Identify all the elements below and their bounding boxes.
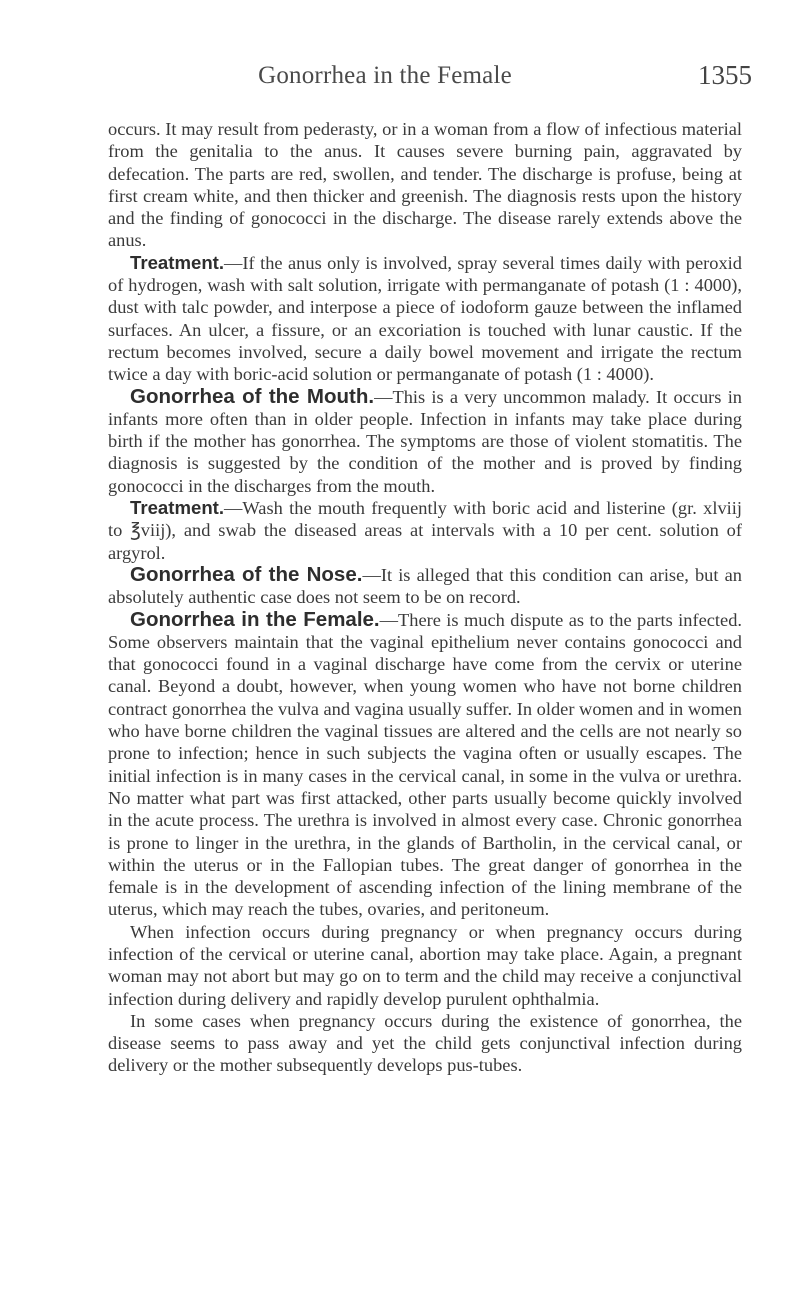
female-paragraph xyxy=(108,609,742,921)
running-title: Gonorrhea in the Female xyxy=(258,62,512,89)
mouth-heading: Mouth. xyxy=(306,384,375,408)
treatment-anus-paragraph xyxy=(108,252,742,386)
nose-heading-prefix: Gonorrhea of the xyxy=(130,562,307,586)
female-text: —There is much dispute as to the parts infected. Some observers maintain that the vaginal epithelium never contains gonococci and that gonococci found in a vaginal discharge have come from the cervix or uterine canal. Beyond a doubt, however, when young women who have not borne children contract gonorrhea the vulva and vagina usually suffer. In older women and in women who have borne children the vaginal tissues are altered and the cells are not nearly so prone to infection; hence in such subjects the vagina often or usually escapes. The initial infection is in many cases in the cervical canal, in some in the vulva or urethra. No matter what part was first attacked, other parts usually become quickly involved in the acute process. The urethra is involved in almost every case. Chronic gonorrhea is prone to linger in the urethra, in the glands of Bartholin, in the cervical canal, or within the uterus or in the Fallopian tubes. The great danger of gonorrhea in the female is in the development of ascending infection of the lining membrane of the uterus, which may reach the tubes, ovaries, and peritoneum. xyxy=(108,609,742,920)
pregnancy-paragraph-2: In some cases when pregnancy occurs during the existence of gonorrhea, the disease seems to pass away and yet the child gets conjunctival infection during delivery or the mother subsequently develops pus-tubes. xyxy=(108,1010,742,1076)
running-head xyxy=(0,58,800,94)
treatment-anus-heading: Treatment. xyxy=(130,251,225,273)
page-number: 1355 xyxy=(698,60,752,90)
nose-text: —It is alleged that this condition can arise, but an absolutely authentic case does not seem to be on record. xyxy=(108,564,742,608)
mouth-heading-prefix: Gonorrhea of the xyxy=(130,384,307,408)
treatment-anus-text: —If the anus only is involved, spray several times daily with peroxid of hydrogen, wash with salt solution, irrigate with permanganate of potash (1 : 4000), dust with talc powder, and interpose a piece of iodoform gauze between the inflamed surfaces. An ulcer, a fissure, or an excoriation is touched with lunar caustic. If the rectum becomes involved, secure a daily bowel movement and irrigate the rectum twice a day with boric-acid solution or permanganate of potash (1 : 4000). xyxy=(108,252,742,385)
mouth-text: —This is a very uncommon malady. It occurs in infants more often than in older people. Infection in infants may take place during birth if the mother has gonorrhea. The symptoms are those of violent stomatitis. The diagnosis is suggested by the condition of the mother and is proved by finding gonococci in the discharges from the mouth. xyxy=(108,386,742,496)
treatment-mouth-heading: Treatment. xyxy=(130,497,225,519)
nose-heading: Nose. xyxy=(306,562,363,586)
intro-text: occurs. It may result from pederasty, or in a woman from a flow of infectious material from the genitalia to the anus. It causes severe burning pain, aggravated by defecation. The parts are red, swollen, and tender. The discharge is profuse, being at first cream white, and then thicker and greenish. The diagnosis rests upon the history and the finding of gonococci in the discharge. The disease rarely extends above the anus. xyxy=(108,119,742,251)
female-heading: Female. xyxy=(303,607,380,631)
pregnancy-paragraph-1: When infection occurs during pregnancy or when pregnancy occurs during infection of the cervical or uterine canal, abortion may take place. Again, a pregnant woman may not abort but may go on to term and the child may receive a conjunctival infection during delivery and rapidly develop purulent ophthalmia. xyxy=(108,921,742,1009)
treatment-mouth-paragraph xyxy=(108,497,742,564)
mouth-paragraph xyxy=(108,386,742,497)
nose-paragraph xyxy=(108,564,742,609)
female-heading-prefix: Gonorrhea in the xyxy=(130,607,304,631)
intro-paragraph xyxy=(108,118,742,252)
body-text xyxy=(108,118,742,1077)
treatment-mouth-text: —Wash the mouth frequently with boric acid and listerine (gr. xlviij to ℥viij), and swab the diseased areas at intervals with a 10 per cent. solution of argyrol. xyxy=(108,498,742,563)
